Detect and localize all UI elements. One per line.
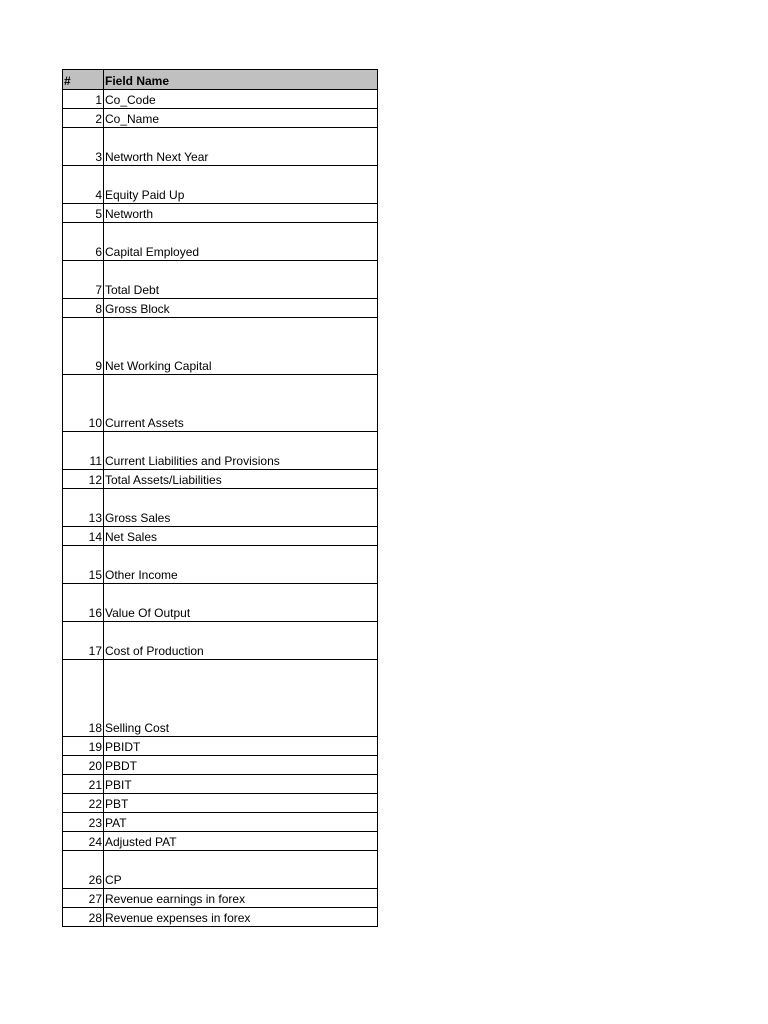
table-row <box>63 889 378 908</box>
field-name-cell: Current Liabilities and Provisions <box>104 432 378 470</box>
field-name-cell: Total Assets/Liabilities <box>104 470 378 489</box>
row-number-cell: 19 <box>63 737 104 756</box>
field-name-cell: Co_Name <box>104 109 378 128</box>
row-number-cell: 7 <box>63 261 104 299</box>
row-number-cell: 4 <box>63 166 104 204</box>
field-name-cell: Other Income <box>104 546 378 584</box>
row-number-cell: 21 <box>63 775 104 794</box>
field-name-cell: Adjusted PAT <box>104 832 378 851</box>
table-row <box>63 166 378 204</box>
table-row <box>63 622 378 660</box>
field-name-cell: Cost of Production <box>104 622 378 660</box>
table-row <box>63 470 378 489</box>
table-row <box>63 794 378 813</box>
table-row <box>63 756 378 775</box>
field-name-cell: Gross Block <box>104 299 378 318</box>
field-name-cell: Net Working Capital <box>104 318 378 375</box>
table-row <box>63 432 378 470</box>
table-row <box>63 737 378 756</box>
field-name-cell: Revenue earnings in forex <box>104 889 378 908</box>
column-header-field-name: Field Name <box>104 70 378 90</box>
table-body <box>63 90 378 927</box>
table-row <box>63 527 378 546</box>
table-row <box>63 546 378 584</box>
row-number-cell: 16 <box>63 584 104 622</box>
row-number-cell: 5 <box>63 204 104 223</box>
field-name-cell: Value Of Output <box>104 584 378 622</box>
field-name-cell: Capital Employed <box>104 223 378 261</box>
row-number-cell: 18 <box>63 660 104 737</box>
field-name-cell: PBDT <box>104 756 378 775</box>
table-row <box>63 109 378 128</box>
table-row <box>63 489 378 527</box>
table-row <box>63 775 378 794</box>
field-name-cell: Co_Code <box>104 90 378 109</box>
table-row <box>63 90 378 109</box>
table-row <box>63 204 378 223</box>
row-number-cell: 15 <box>63 546 104 584</box>
field-name-table <box>62 69 378 927</box>
row-number-cell: 23 <box>63 813 104 832</box>
row-number-cell: 1 <box>63 90 104 109</box>
row-number-cell: 11 <box>63 432 104 470</box>
table-row <box>63 261 378 299</box>
field-name-cell: Networth <box>104 204 378 223</box>
column-header-number: # <box>63 70 104 90</box>
field-name-cell: CP <box>104 851 378 889</box>
table-row <box>63 299 378 318</box>
field-name-cell: PBIDT <box>104 737 378 756</box>
field-name-cell: PBIT <box>104 775 378 794</box>
table-row <box>63 375 378 432</box>
row-number-cell: 14 <box>63 527 104 546</box>
row-number-cell: 10 <box>63 375 104 432</box>
row-number-cell: 24 <box>63 832 104 851</box>
field-name-cell: Selling Cost <box>104 660 378 737</box>
table-row <box>63 832 378 851</box>
row-number-cell: 2 <box>63 109 104 128</box>
table-row <box>63 813 378 832</box>
table-row <box>63 584 378 622</box>
table-row <box>63 908 378 927</box>
field-name-cell: Networth Next Year <box>104 128 378 166</box>
row-number-cell: 20 <box>63 756 104 775</box>
table-row <box>63 660 378 737</box>
field-name-cell: Current Assets <box>104 375 378 432</box>
row-number-cell: 26 <box>63 851 104 889</box>
table-row <box>63 318 378 375</box>
row-number-cell: 9 <box>63 318 104 375</box>
row-number-cell: 17 <box>63 622 104 660</box>
field-name-cell: Equity Paid Up <box>104 166 378 204</box>
row-number-cell: 3 <box>63 128 104 166</box>
row-number-cell: 13 <box>63 489 104 527</box>
row-number-cell: 28 <box>63 908 104 927</box>
row-number-cell: 8 <box>63 299 104 318</box>
field-name-cell: Net Sales <box>104 527 378 546</box>
row-number-cell: 12 <box>63 470 104 489</box>
table-row <box>63 223 378 261</box>
field-name-cell: PAT <box>104 813 378 832</box>
field-name-cell: Revenue expenses in forex <box>104 908 378 927</box>
table-row <box>63 128 378 166</box>
table-header-row <box>63 70 378 90</box>
row-number-cell: 6 <box>63 223 104 261</box>
row-number-cell: 27 <box>63 889 104 908</box>
field-name-cell: Gross Sales <box>104 489 378 527</box>
table-row <box>63 851 378 889</box>
field-name-cell: Total Debt <box>104 261 378 299</box>
row-number-cell: 22 <box>63 794 104 813</box>
field-name-cell: PBT <box>104 794 378 813</box>
